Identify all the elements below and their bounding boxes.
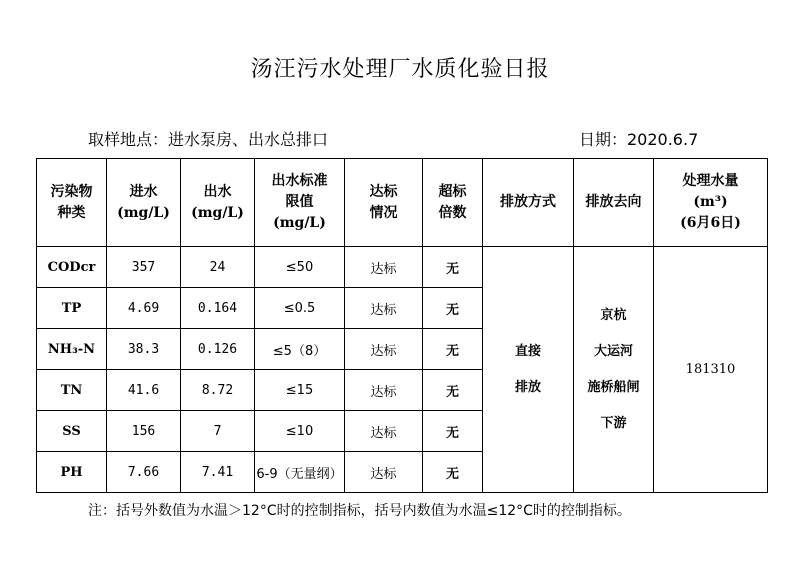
- header-effluent: 出水 (mg/L): [181, 159, 255, 247]
- footnote: 注：括号外数值为水温＞12°C时的控制指标，括号内数值为水温≤12°C时的控制指标。: [88, 503, 631, 519]
- water-quality-table: [36, 158, 768, 493]
- compliance-status: 达标: [345, 329, 423, 370]
- header-pollutant: 污染物 种类: [37, 159, 107, 247]
- exceed-ratio: 无: [423, 452, 483, 493]
- effluent-value: 0.126: [181, 329, 255, 370]
- pollutant-name: TP: [37, 288, 107, 329]
- influent-value: 357: [107, 247, 181, 288]
- standard-limit: ≤5（8）: [255, 329, 345, 370]
- treated-volume-value: 181310: [654, 247, 768, 493]
- pollutant-name: TN: [37, 370, 107, 411]
- pollutant-name: PH: [37, 452, 107, 493]
- effluent-value: 0.164: [181, 288, 255, 329]
- report-title: 汤汪污水处理厂水质化验日报: [250, 57, 550, 82]
- header-exceed-ratio: 超标 倍数: [423, 159, 483, 247]
- sampling-location: 取样地点：进水泵房、出水总排口: [88, 130, 329, 149]
- table-row: [37, 247, 768, 288]
- standard-limit: 6-9（无量纲）: [255, 452, 345, 493]
- pollutant-name: SS: [37, 411, 107, 452]
- effluent-value: 7.41: [181, 452, 255, 493]
- effluent-value: 7: [181, 411, 255, 452]
- standard-limit: ≤10: [255, 411, 345, 452]
- standard-limit: ≤50: [255, 247, 345, 288]
- header-compliance: 达标 情况: [345, 159, 423, 247]
- pollutant-name: NH₃-N: [37, 329, 107, 370]
- influent-value: 4.69: [107, 288, 181, 329]
- discharge-method-cell: 直接 排放: [483, 247, 574, 493]
- discharge-direction-cell: 京杭 大运河 施桥船闸 下游: [574, 247, 654, 493]
- influent-value: 41.6: [107, 370, 181, 411]
- compliance-status: 达标: [345, 411, 423, 452]
- exceed-ratio: 无: [423, 329, 483, 370]
- compliance-status: 达标: [345, 370, 423, 411]
- standard-limit: ≤15: [255, 370, 345, 411]
- compliance-status: 达标: [345, 452, 423, 493]
- influent-value: 38.3: [107, 329, 181, 370]
- exceed-ratio: 无: [423, 370, 483, 411]
- compliance-status: 达标: [345, 247, 423, 288]
- standard-limit: ≤0.5: [255, 288, 345, 329]
- exceed-ratio: 无: [423, 247, 483, 288]
- effluent-value: 8.72: [181, 370, 255, 411]
- header-treated-volume: 处理水量 (m³) (6月6日): [654, 159, 768, 247]
- pollutant-name: CODcr: [37, 247, 107, 288]
- header-standard-limit: 出水标准 限值 (mg/L): [255, 159, 345, 247]
- header-discharge-direction: 排放去向: [574, 159, 654, 247]
- effluent-value: 24: [181, 247, 255, 288]
- influent-value: 156: [107, 411, 181, 452]
- influent-value: 7.66: [107, 452, 181, 493]
- exceed-ratio: 无: [423, 411, 483, 452]
- header-influent: 进水 (mg/L): [107, 159, 181, 247]
- exceed-ratio: 无: [423, 288, 483, 329]
- table-header-row: [37, 159, 768, 247]
- header-discharge-method: 排放方式: [483, 159, 574, 247]
- compliance-status: 达标: [345, 288, 423, 329]
- report-date: 日期：2020.6.7: [579, 130, 699, 149]
